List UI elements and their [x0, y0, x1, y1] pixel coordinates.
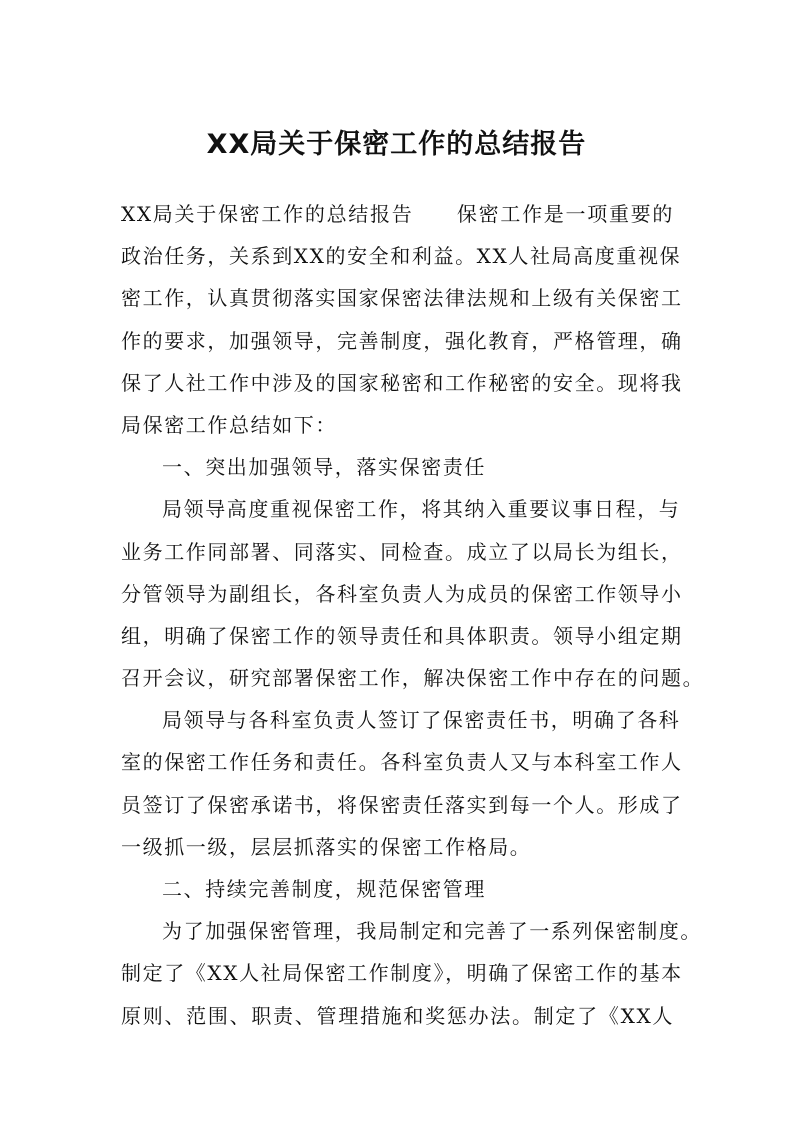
body-line: 组，明确了保密工作的领导责任和具体职责。领导小组定期: [121, 623, 683, 648]
section-heading: 一、突出加强领导，落实保密责任: [162, 455, 486, 480]
body-line: 员签订了保密承诺书，将保密责任落实到每一个人。形成了: [121, 792, 683, 817]
document-body: [121, 193, 705, 1037]
body-line: 室的保密工作任务和责任。各科室负责人又与本科室工作人: [121, 750, 683, 775]
body-line: 制定了《XX人社局保密工作制度》，明确了保密工作的基本: [121, 961, 683, 986]
body-line: 一级抓一级，层层抓落实的保密工作格局。: [121, 834, 532, 859]
body-line: 作的要求，加强领导，完善制度，强化教育，严格管理，确: [121, 328, 683, 353]
body-line: 为了加强保密管理，我局制定和完善了一系列保密制度。: [162, 919, 702, 944]
body-line: 局领导高度重视保密工作，将其纳入重要议事日程，与: [162, 497, 681, 522]
body-line: 召开会议，研究部署保密工作，解决保密工作中存在的问题。: [121, 666, 705, 691]
body-line: XX局关于保密工作的总结报告 保密工作是一项重要的: [121, 202, 674, 226]
body-line: 保了人社工作中涉及的国家秘密和工作秘密的安全。现将我: [121, 370, 683, 395]
body-line: 分管领导为副组长，各科室负责人为成员的保密工作领导小: [121, 581, 683, 606]
body-line: 政治任务，关系到XX的安全和利益。XX人社局高度重视保: [121, 244, 682, 269]
section-heading: 二、持续完善制度，规范保密管理: [162, 877, 486, 901]
body-line: 业务工作同部署、同落实、同检查。成立了以局长为组长，: [121, 539, 683, 564]
body-line: 原则、范围、职责、管理措施和奖惩办法。制定了《XX人: [121, 1003, 674, 1028]
body-line: 局领导与各科室负责人签订了保密责任书，明确了各科: [162, 708, 681, 733]
body-line: 局保密工作总结如下：: [121, 412, 337, 437]
document-title: XX局关于保密工作的总结报告: [206, 129, 587, 160]
body-line: 密工作，认真贯彻落实国家保密法律法规和上级有关保密工: [121, 286, 683, 311]
